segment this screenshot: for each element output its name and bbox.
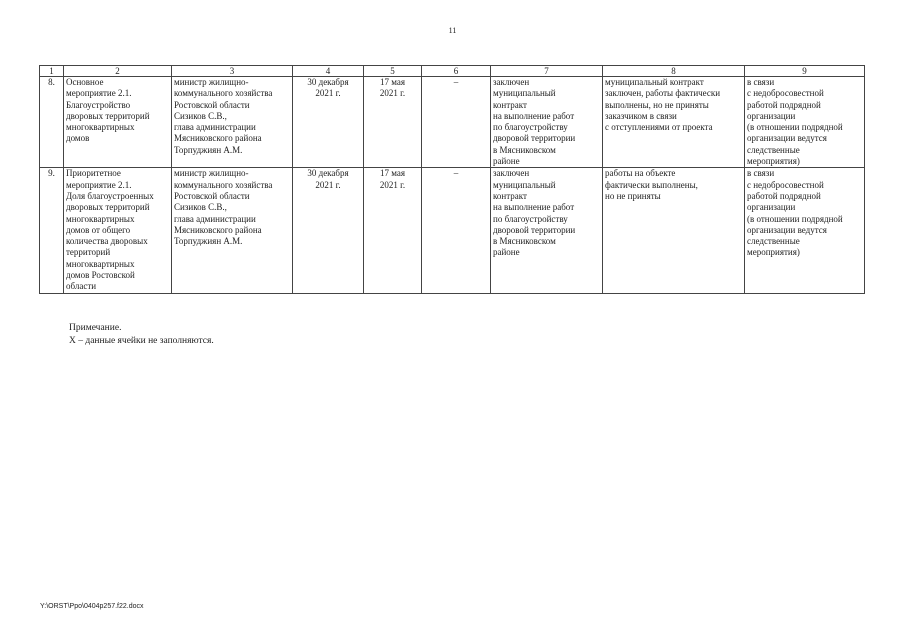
- footer-file-path: Y:\ORST\Ppo\0404p257.f22.docx: [40, 603, 144, 610]
- responsible-cell: [172, 168, 293, 293]
- cell-line: заказчиком в связи: [605, 110, 677, 121]
- cell-line: выполнены, но не приняты: [605, 99, 709, 110]
- reasons-cell: [745, 77, 865, 168]
- cell-line: глава администрации: [174, 122, 256, 133]
- header-col-2: 2: [64, 66, 172, 77]
- event-cell: [64, 168, 172, 293]
- cell-line: 2021 г.: [379, 88, 406, 99]
- row-number: 9.: [40, 168, 64, 293]
- cell-line: Ростовской области: [174, 99, 250, 110]
- cell-line: работой подрядной: [747, 190, 821, 201]
- cell-line: 17 мая: [379, 168, 406, 179]
- cell-line: организации ведутся: [747, 133, 827, 144]
- row-number: 8.: [40, 77, 64, 168]
- cell-line: работой подрядной: [747, 99, 821, 110]
- cell-line: коммунального хозяйства: [174, 179, 273, 190]
- cell-line: районе: [493, 156, 520, 167]
- reasons-cell: [745, 168, 865, 293]
- cell-line: (в отношении подрядной: [747, 213, 843, 224]
- header-row: [40, 66, 865, 77]
- cell-line: организации ведутся: [747, 224, 827, 235]
- cell-line: мероприятие 2.1.: [66, 88, 132, 99]
- cell-line: муниципальный контракт: [605, 77, 704, 87]
- header-col-5: 5: [364, 66, 422, 77]
- cell-line: следственные: [747, 144, 800, 155]
- cell-line: домов Ростовской: [66, 270, 135, 281]
- planned-date-cell: [293, 168, 364, 293]
- planned-date-cell: [293, 77, 364, 168]
- cell-line: следственные: [747, 236, 800, 247]
- cell-line: дворовых территорий: [66, 110, 150, 121]
- cell-line: заключен: [493, 168, 530, 179]
- cell-line: организации: [747, 202, 796, 213]
- actual-date-cell: [364, 77, 422, 168]
- cell-line: (в отношении подрядной: [747, 122, 843, 133]
- header-col-4: 4: [293, 66, 364, 77]
- cell-line: 2021 г.: [315, 88, 341, 99]
- table-row: [40, 77, 865, 168]
- cell-line: мероприятия): [747, 247, 800, 258]
- header-col-8: 8: [603, 66, 745, 77]
- cell-line: количества дворовых: [66, 236, 148, 247]
- note-title: Примечание.: [69, 323, 122, 333]
- cell-line: по благоустройству: [493, 122, 568, 133]
- cell-line: министр жилищно-: [174, 168, 249, 179]
- result-cell: [491, 168, 603, 293]
- cell-line: Торпуджиян А.М.: [174, 144, 243, 155]
- cell-line: Доля благоустроенных: [66, 190, 154, 201]
- cell-line: 30 декабря: [307, 168, 349, 179]
- page-number: 11: [448, 26, 457, 35]
- cell-line: домов от общего: [66, 224, 131, 235]
- cell-line: Сизиков С.В.,: [174, 202, 227, 213]
- cell-line: муниципальный: [493, 179, 556, 190]
- cell-line: по благоустройству: [493, 213, 568, 224]
- header-col-6: 6: [422, 66, 491, 77]
- cell-line: глава администрации: [174, 213, 256, 224]
- header-col-1: 1: [40, 66, 64, 77]
- cell-line: мероприятия): [747, 156, 800, 167]
- cell-line: заключен: [493, 77, 530, 87]
- cell-line: мероприятие 2.1.: [66, 179, 132, 190]
- cell-line: Основное: [66, 77, 104, 87]
- cell-line: на выполнение работ: [493, 202, 575, 213]
- event-cell: [64, 77, 172, 168]
- cell-line: работы на объекте: [605, 168, 676, 179]
- cell-line: но не приняты: [605, 190, 661, 201]
- cell-line: многоквартирных: [66, 213, 135, 224]
- cell-line: дворовых территорий: [66, 202, 150, 213]
- cell-line: Мясниковского района: [174, 224, 262, 235]
- cell-line: Торпуджиян А.М.: [174, 236, 243, 247]
- cell-line: с недобросовестной: [747, 179, 824, 190]
- cell-line: области: [66, 281, 97, 292]
- cell-line: районе: [493, 247, 520, 258]
- status-cell: [603, 168, 745, 293]
- cell-line: на выполнение работ: [493, 110, 575, 121]
- cell-line: дворовой территории: [493, 133, 576, 144]
- cell-line: министр жилищно-: [174, 77, 249, 87]
- cell-line: в Мясниковском: [493, 144, 556, 155]
- cell-line: контракт: [493, 190, 527, 201]
- cell-line: с недобросовестной: [747, 88, 824, 99]
- cell-line: 2021 г.: [315, 179, 341, 190]
- actual-date-cell: [364, 168, 422, 293]
- cell-line: 17 мая: [379, 77, 406, 87]
- result-cell: [491, 77, 603, 168]
- cell-line: Благоустройство: [66, 99, 131, 110]
- cell-line: Мясниковского района: [174, 133, 262, 144]
- cell-line: с отступлениями от проекта: [605, 122, 713, 133]
- header-col-9: 9: [745, 66, 865, 77]
- cell-line: в связи: [747, 168, 775, 179]
- cell-line: коммунального хозяйства: [174, 88, 273, 99]
- cell-line: дворовой территории: [493, 224, 576, 235]
- cell-line: 30 декабря: [307, 77, 349, 87]
- cell-line: в Мясниковском: [493, 236, 556, 247]
- cell-line: организации: [747, 110, 796, 121]
- header-col-7: 7: [491, 66, 603, 77]
- col6-cell: –: [422, 77, 491, 168]
- cell-line: Сизиков С.В.,: [174, 110, 227, 121]
- cell-line: заключен, работы фактически: [605, 88, 721, 99]
- header-col-3: 3: [172, 66, 293, 77]
- cell-line: домов: [66, 133, 90, 144]
- cell-line: Ростовской области: [174, 190, 250, 201]
- cell-line: многоквартирных: [66, 122, 135, 133]
- cell-line: фактически выполнены,: [605, 179, 698, 190]
- report-table: [39, 65, 865, 294]
- col6-cell: –: [422, 168, 491, 293]
- cell-line: муниципальный: [493, 88, 556, 99]
- cell-line: территорий: [66, 247, 111, 258]
- cell-line: 2021 г.: [379, 179, 406, 190]
- note-text: Х – данные ячейки не заполняются.: [69, 336, 214, 346]
- responsible-cell: [172, 77, 293, 168]
- cell-line: в связи: [747, 77, 775, 87]
- cell-line: многоквартирных: [66, 258, 135, 269]
- cell-line: контракт: [493, 99, 527, 110]
- table-row: [40, 168, 865, 293]
- status-cell: [603, 77, 745, 168]
- cell-line: Приоритетное: [66, 168, 121, 179]
